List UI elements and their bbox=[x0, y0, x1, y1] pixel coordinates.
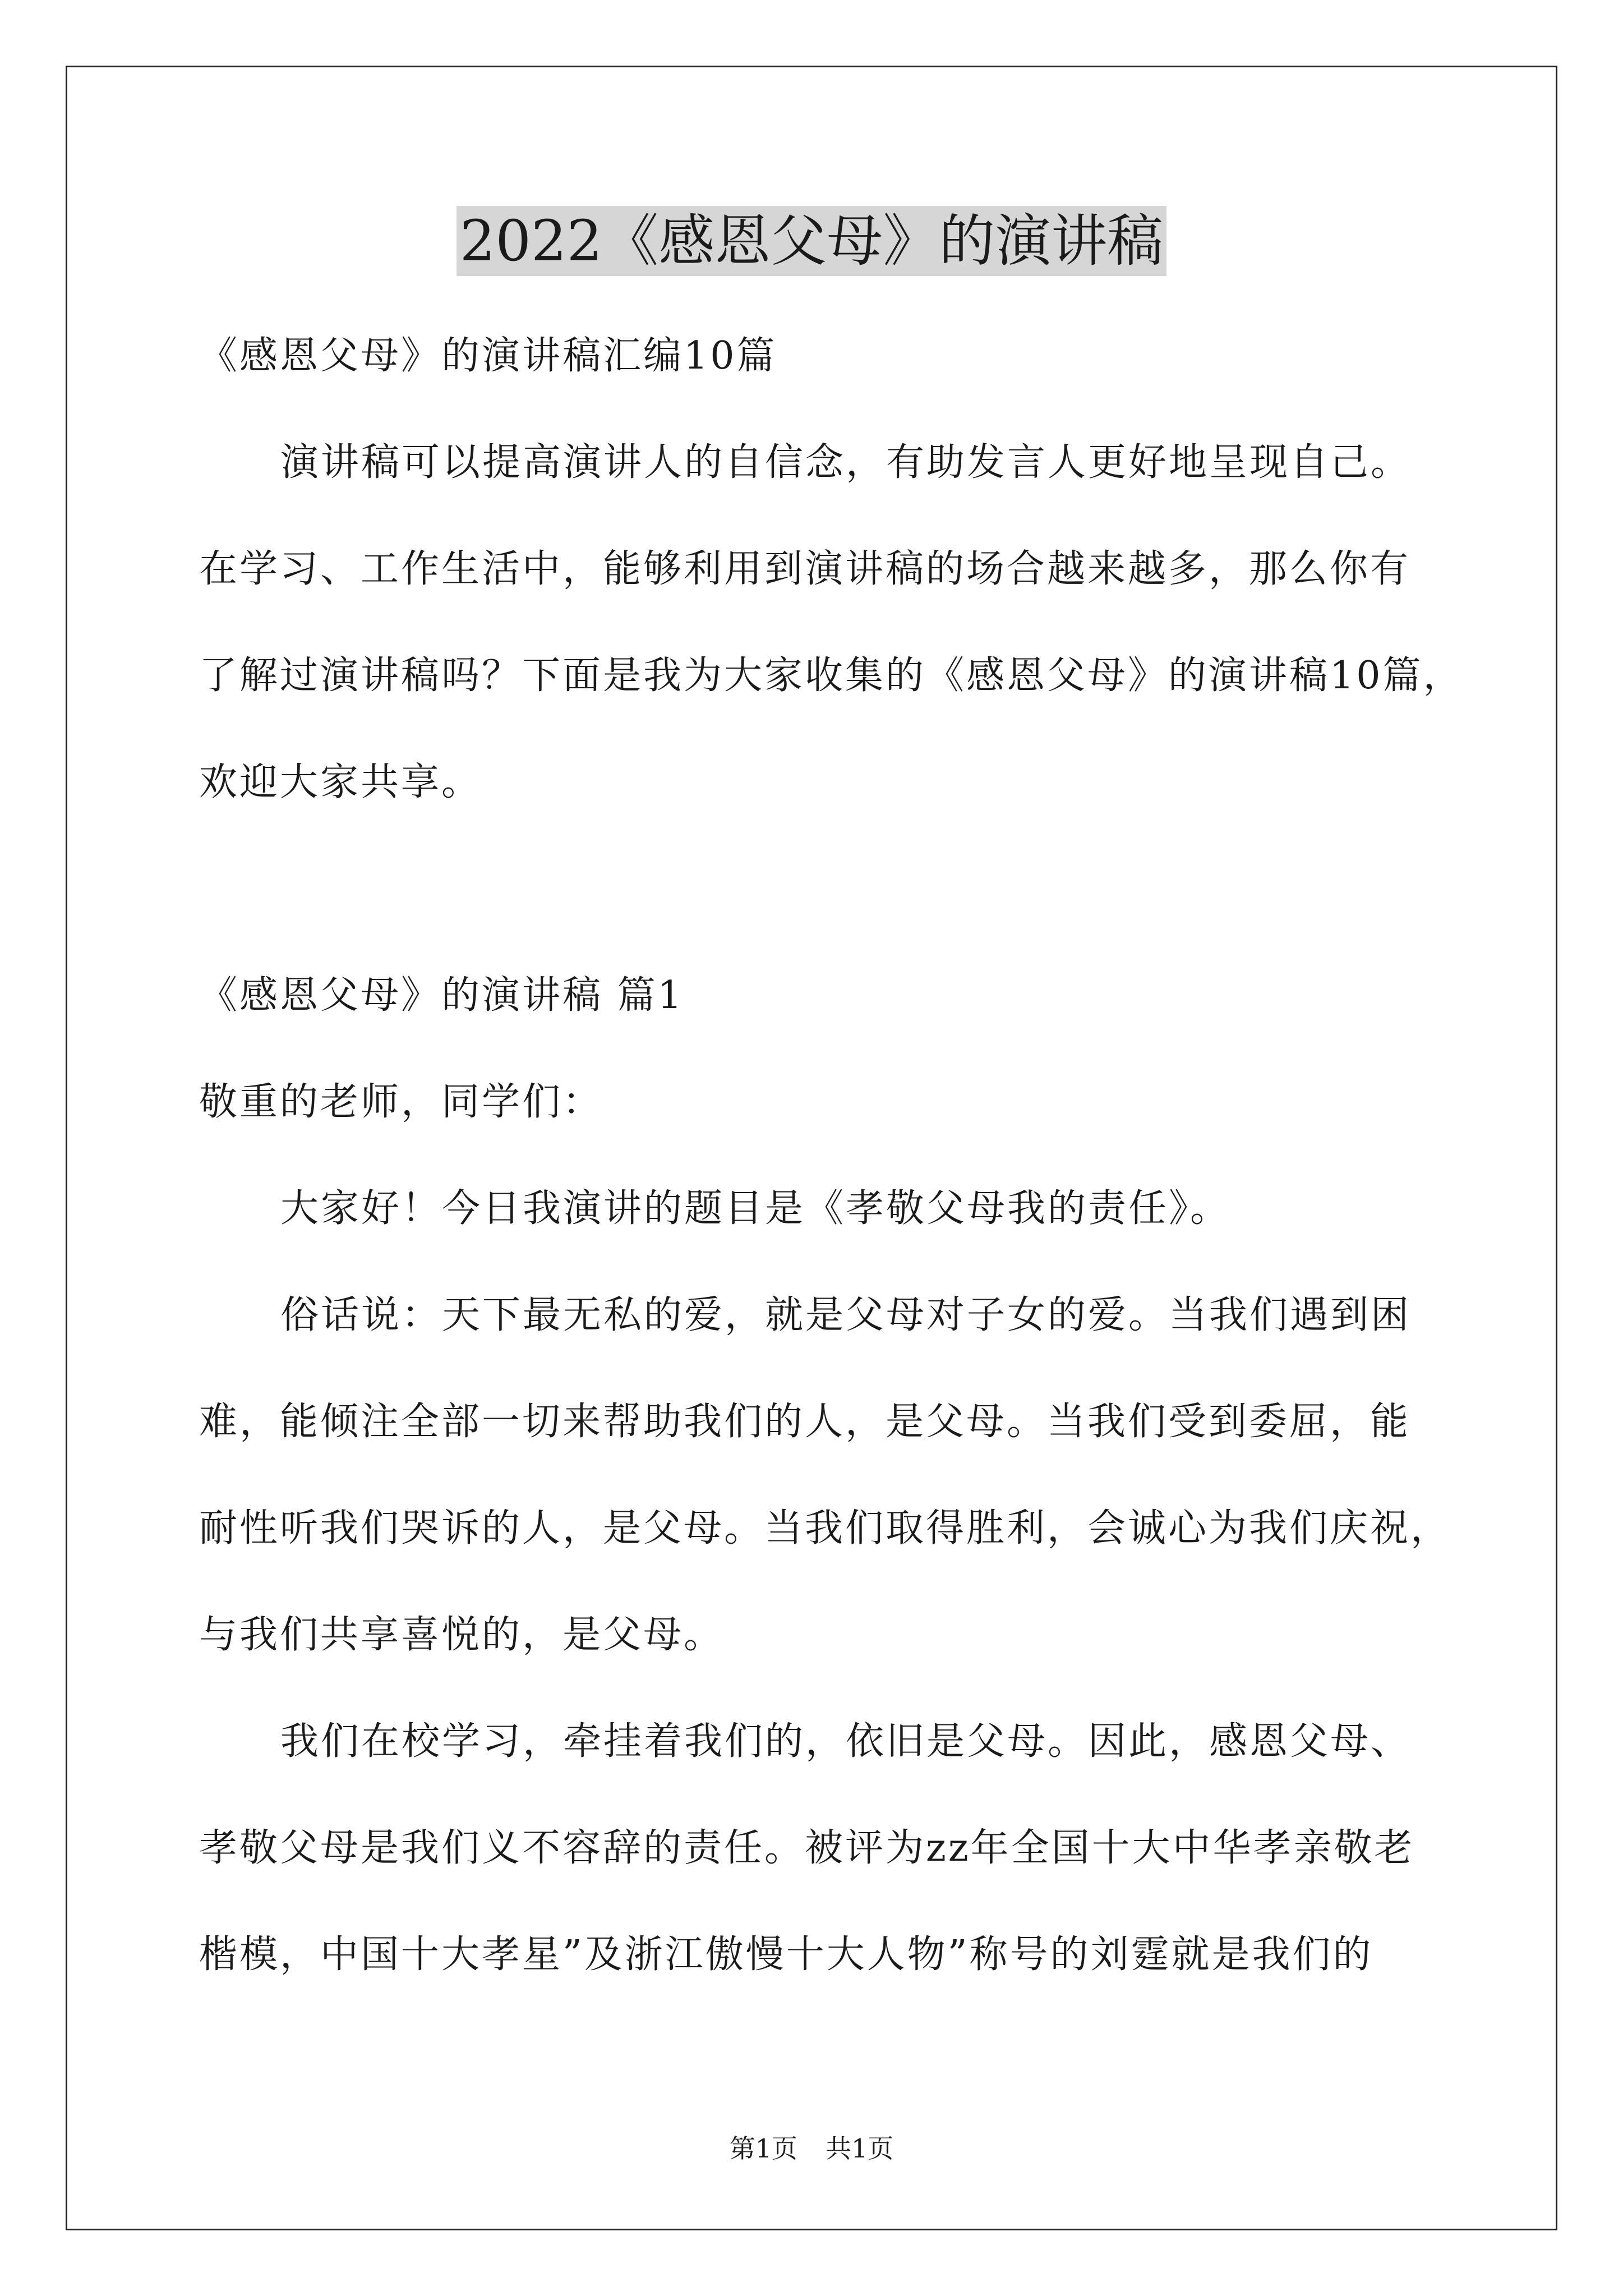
paragraph-line: 与我们共享喜悦的，是父母。 bbox=[199, 1613, 725, 1657]
document-body bbox=[199, 303, 1464, 2008]
paragraph-line: 难，能倾注全部一切来帮助我们的人，是父母。当我们受到委屈，能 bbox=[199, 1400, 1411, 1444]
page-footer bbox=[0, 2132, 1623, 2165]
intro-line: 了解过演讲稿吗？下面是我为大家收集的《感恩父母》的演讲稿10篇， bbox=[199, 654, 1464, 698]
document-title bbox=[0, 202, 1623, 280]
page-number-current: 第1页 bbox=[729, 2133, 797, 2164]
document-subtitle: 《感恩父母》的演讲稿汇编10篇 bbox=[199, 334, 777, 378]
intro-line: 演讲稿可以提高演讲人的自信念，有助发言人更好地呈现自己。 bbox=[280, 440, 1412, 485]
page-number-total: 共1页 bbox=[826, 2133, 894, 2164]
paragraph-line: 楷模，中国十大孝星”及浙江傲慢十大人物”称号的刘霆就是我们的 bbox=[199, 1932, 1373, 1977]
document-title-text: 2022《感恩父母》的演讲稿 bbox=[457, 206, 1167, 276]
section-heading: 《感恩父母》的演讲稿 篇1 bbox=[199, 973, 684, 1018]
intro-line: 在学习、工作生活中，能够利用到演讲稿的场合越来越多，那么你有 bbox=[199, 547, 1411, 591]
greeting-line: 敬重的老师，同学们： bbox=[199, 1080, 603, 1124]
intro-line: 欢迎大家共享。 bbox=[199, 760, 482, 804]
paragraph-gap bbox=[199, 836, 1433, 942]
paragraph-line: 大家好！今日我演讲的题目是《孝敬父母我的责任》。 bbox=[280, 1186, 1231, 1231]
paragraph-line: 耐性听我们哭诉的人，是父母。当我们取得胜利，会诚心为我们庆祝， bbox=[199, 1506, 1451, 1550]
paragraph-line: 俗话说：天下最无私的爱，就是父母对子女的爱。当我们遇到困 bbox=[280, 1293, 1412, 1337]
paragraph-line: 孝敬父母是我们义不容辞的责任。被评为zz年全国十大中华孝亲敬老 bbox=[199, 1826, 1415, 1870]
paragraph-line: 我们在校学习，牵挂着我们的，依旧是父母。因此，感恩父母、 bbox=[280, 1719, 1412, 1764]
